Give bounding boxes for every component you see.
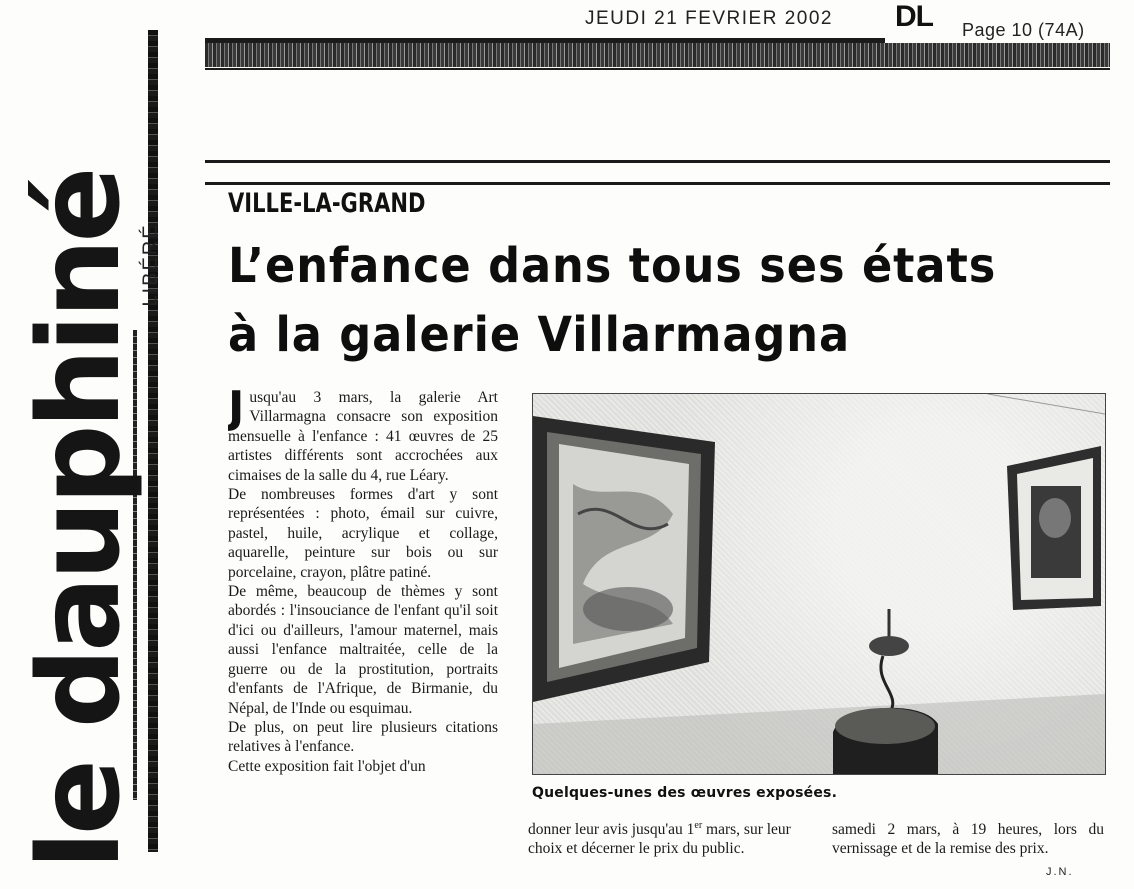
article-column-2 bbox=[528, 820, 810, 865]
section-rule-lower bbox=[205, 182, 1110, 185]
photo-caption: Quelques-unes des œuvres exposées. bbox=[532, 785, 838, 801]
column-2-text-a: donner leur avis jusqu'au 1 bbox=[528, 821, 695, 838]
article-column-1 bbox=[228, 388, 498, 872]
paragraph-2: De nombreuses formes d'art y sont représentées : photo, émail sur cuivre, pastel, huile, acrylique et collage, aquarelle, peinture sur bois ou sur porcelaine, crayon, plâtre patiné. bbox=[228, 486, 498, 581]
headline-line-1: L’enfance dans tous ses états bbox=[228, 238, 997, 294]
paragraph-4: De plus, on peut lire plusieurs citations relatives à l'enfance. bbox=[228, 718, 498, 756]
page-number: Page 10 (74A) bbox=[962, 20, 1085, 40]
paragraph-1-text: usqu'au 3 mars, la galerie Art Villarmagna consacre son exposition mensuelle à l'enfance : 41 œuvres de 25 artistes différents sont accrochées aux cimaises de la salle du 4, rue Léary. bbox=[228, 389, 498, 484]
header-rule-thin bbox=[205, 68, 1110, 70]
article-column-3: samedi 2 mars, à 19 heures, lors du vernissage et de la remise des prix. bbox=[832, 821, 1104, 857]
drop-cap: J bbox=[228, 388, 245, 433]
masthead-title: le dauphiné bbox=[15, 170, 145, 870]
edition-date: JEUDI 21 FEVRIER 2002 bbox=[585, 8, 833, 29]
paragraph-5: Cette exposition fait l'objet d'un bbox=[228, 757, 426, 775]
gallery-photo bbox=[532, 393, 1106, 775]
column-2-text-b: mars, sur leur choix et décerner le prix du public. bbox=[528, 821, 791, 857]
article-kicker: VILLE-LA-GRAND bbox=[228, 188, 426, 219]
gallery-photo-illustration bbox=[533, 394, 1105, 774]
paragraph-3: De même, beaucoup de thèmes y sont abordés : l'insouciance de l'enfant qu'il soit d'ici ou d'ailleurs, l'amour maternel, mais aussi l'enfance maltraitée, celle de la guerre ou de la prostitution, portraits d'enfants de l'Afrique, de Birmanie, du Népal, de l'Inde ou esquimau. bbox=[228, 583, 498, 717]
newspaper-logo: DL bbox=[895, 0, 933, 33]
column-2-superscript: er bbox=[694, 820, 703, 831]
section-rule bbox=[205, 160, 1110, 163]
author-signature: J.N. bbox=[1046, 866, 1074, 878]
paragraph-1 bbox=[228, 388, 498, 485]
masthead-subtitle bbox=[140, 210, 162, 320]
headline-line-2: à la galerie Villarmagna bbox=[228, 307, 851, 363]
header-rule-textured bbox=[205, 43, 1110, 67]
masthead bbox=[15, 170, 145, 870]
masthead-subtitle-text: LIBÉRÉ bbox=[139, 223, 162, 307]
masthead-bar bbox=[148, 30, 158, 852]
